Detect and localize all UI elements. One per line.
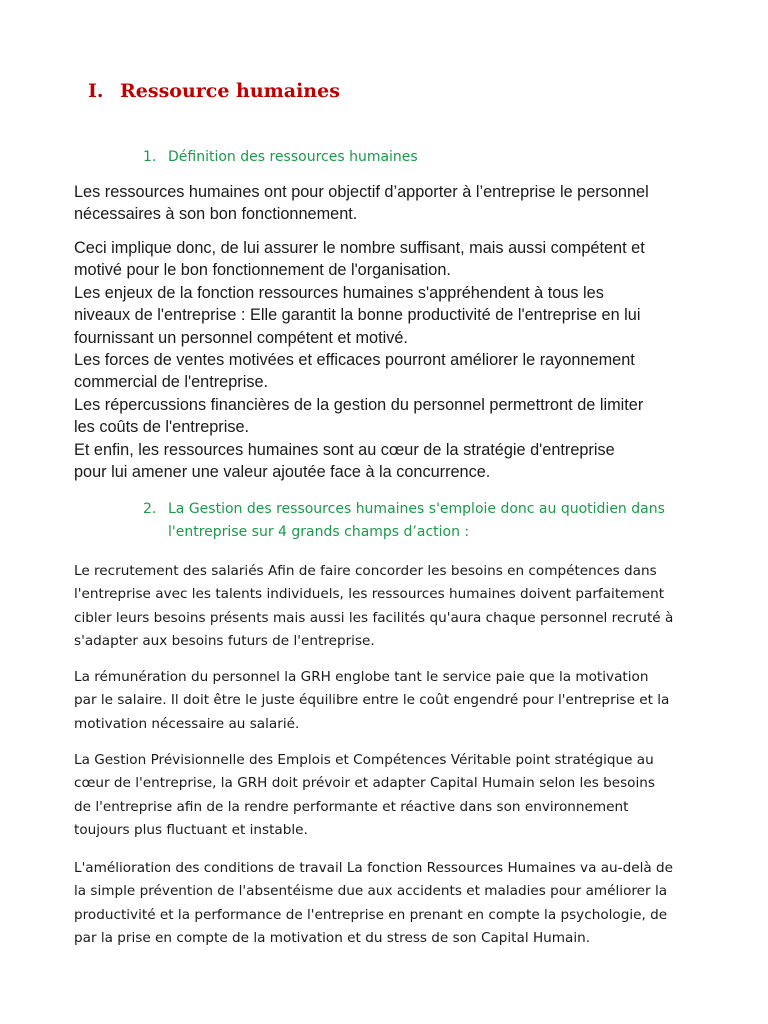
paragraph-line: motivation nécessaire au salarié. [74, 715, 300, 732]
paragraph-implications [74, 237, 714, 483]
paragraph-line: de l'entreprise afin de la rendre performante et réactive dans son environnement [74, 798, 629, 815]
paragraph-gpec [74, 749, 724, 842]
paragraph-line: Le recrutement des salariés Afin de faire concorder les besoins en compétences dans [74, 563, 657, 579]
paragraph-line: Les enjeux de la fonction ressources humaines s'appréhendent à tous les [74, 283, 604, 302]
paragraph-line: s'adapter aux besoins futurs de l'entreprise. [74, 632, 375, 649]
paragraph-line: l'entreprise avec les talents individuels, les ressources humaines doivent parfaitement [74, 586, 665, 603]
paragraph-line: Ceci implique donc, de lui assurer le nombre suffisant, mais aussi compétent et [74, 239, 645, 257]
paragraph-line: toujours plus fluctuant et instable. [74, 821, 308, 838]
paragraph-line: L'amélioration des conditions de travail La fonction Ressources Humaines va au-delà de [74, 860, 673, 876]
section-1-heading [143, 146, 418, 169]
paragraph-line: Les répercussions financières de la gestion du personnel permettront de limiter [74, 395, 644, 414]
paragraph-objective [74, 181, 714, 226]
paragraph-line: pour lui amener une valeur ajoutée face à la concurrence. [74, 463, 491, 482]
paragraph-line: commercial de l'entreprise. [74, 373, 269, 392]
paragraph-line: Et enfin, les ressources humaines sont au cœur de la stratégie d'entreprise [74, 440, 615, 459]
paragraph-line: cibler leurs besoins présents mais aussi les facilités qu'aura chaque personnel recruté à [74, 609, 674, 626]
section-1-number: 1. [143, 149, 157, 165]
section-2-heading [143, 498, 665, 544]
paragraph-line: fournissant un personnel compétent et motivé. [74, 328, 408, 347]
paragraph-recruitment [74, 560, 724, 653]
section-1-title: Définition des ressources humaines [168, 149, 418, 165]
heading-title: Ressource humaines [120, 80, 340, 102]
paragraph-line: les coûts de l'entreprise. [74, 418, 250, 437]
section-2-number: 2. [143, 501, 157, 517]
heading-number: I. [88, 80, 104, 102]
paragraph-line: niveaux de l'entreprise : Elle garantit la bonne productivité de l'entreprise en lui [74, 306, 641, 325]
paragraph-line: cœur de l'entreprise, la GRH doit prévoir et adapter Capital Humain selon les besoins [74, 775, 655, 792]
paragraph-line: La Gestion Prévisionnelle des Emplois et Compétences Véritable point stratégique au [74, 752, 654, 768]
section-2-title-line: La Gestion des ressources humaines s'emploie donc au quotidien dans [168, 501, 665, 517]
section-2-title-line: l'entreprise sur 4 grands champs d’action : [168, 524, 470, 540]
heading-ressource-humaines [88, 80, 340, 102]
paragraph-remuneration [74, 666, 724, 736]
paragraph-line: Les ressources humaines ont pour objectif d’apporter à l’entreprise le personnel [74, 183, 649, 201]
paragraph-line: par le salaire. Il doit être le juste équilibre entre le coût engendré pour l'entreprise et la [74, 692, 670, 709]
paragraph-line: par la prise en compte de la motivation et du stress de son Capital Humain. [74, 929, 591, 946]
paragraph-line: La rémunération du personnel la GRH englobe tant le service paie que la motivation [74, 669, 649, 685]
paragraph-line: la simple prévention de l'absentéisme due aux accidents et maladies pour améliorer la [74, 883, 668, 900]
paragraph-line: nécessaires à son bon fonctionnement. [74, 205, 358, 224]
paragraph-working-conditions [74, 857, 724, 950]
paragraph-line: productivité et la performance de l'entreprise en prenant en compte la psychologie, de [74, 906, 668, 923]
paragraph-line: motivé pour le bon fonctionnement de l'organisation. [74, 261, 451, 280]
paragraph-line: Les forces de ventes motivées et efficaces pourront améliorer le rayonnement [74, 351, 635, 370]
